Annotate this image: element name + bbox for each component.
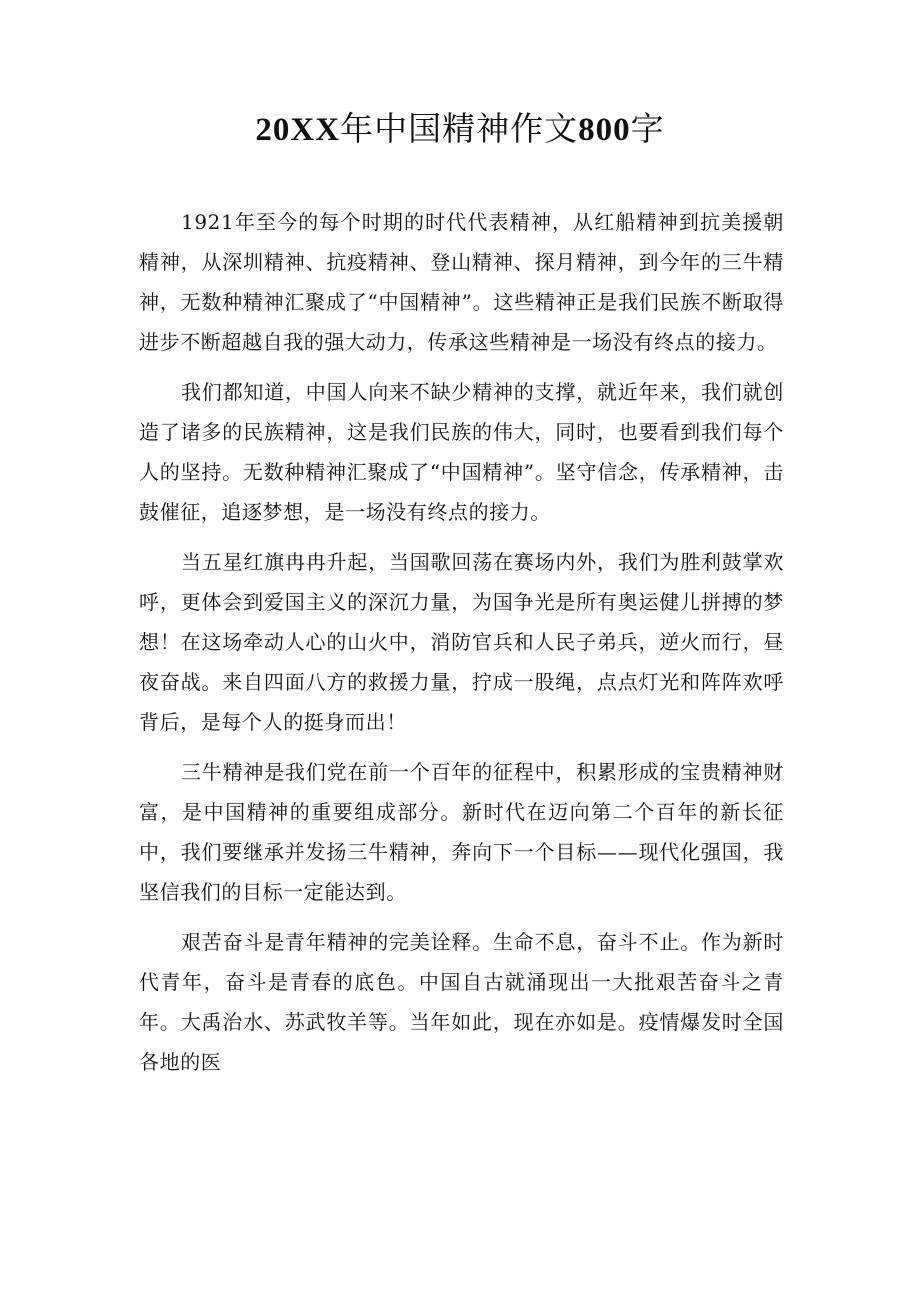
document-body [139,202,784,1082]
paragraph-2: 我们都知道，中国人向来不缺少精神的支撑，就近年来，我们就创造了诸多的民族精神，这是我们民族的伟大，同时，也要看到我们每个人的坚持。无数种精神汇聚成了“中国精神”。坚守信念，传承精神，击鼓催征，追逐梦想，是一场没有终点的接力。 [139,380,784,524]
paragraph-1: 1921年至今的每个时期的时代代表精神，从红船精神到抗美援朝精神，从深圳精神、抗疫精神、登山精神、探月精神，到今年的三牛精神，无数种精神汇聚成了“中国精神”。这些精神正是我们民族不断取得进步不断超越自我的强大动力，传承这些精神是一场没有终点的接力。 [139,210,784,354]
paragraph-3: 当五星红旗冉冉升起，当国歌回荡在赛场内外，我们为胜利鼓掌欢呼，更体会到爱国主义的深沉力量，为国争光是所有奥运健儿拼搏的梦想！在这场牵动人心的山火中，消防官兵和人民子弟兵，逆火而行，昼夜奋战。来自四面八方的救援力量，拧成一股绳，点点灯光和阵阵欢呼背后，是每个人的挺身而出！ [139,550,784,734]
document-title [0,104,920,155]
title-suffix: 字 [630,109,665,148]
paragraph-5: 艰苦奋斗是青年精神的完美诠释。生命不息，奋斗不止。作为新时代青年，奋斗是青春的底色。中国自古就涌现出一大批艰苦奋斗之青年。大禹治水、苏武牧羊等。当年如此，现在亦如是。疫情爆发时全国各地的医 [139,930,784,1074]
title-text: 年中国精神作文 [340,109,579,148]
title-year: 20XX [255,112,341,148]
paragraph-4: 三牛精神是我们党在前一个百年的征程中，积累形成的宝贵精神财富，是中国精神的重要组成部分。新时代在迈向第二个百年的新长征中，我们要继承并发扬三牛精神，奔向下一个目标——现代化强国，我坚信我们的目标一定能达到。 [139,760,784,904]
title-number: 800 [578,112,631,148]
